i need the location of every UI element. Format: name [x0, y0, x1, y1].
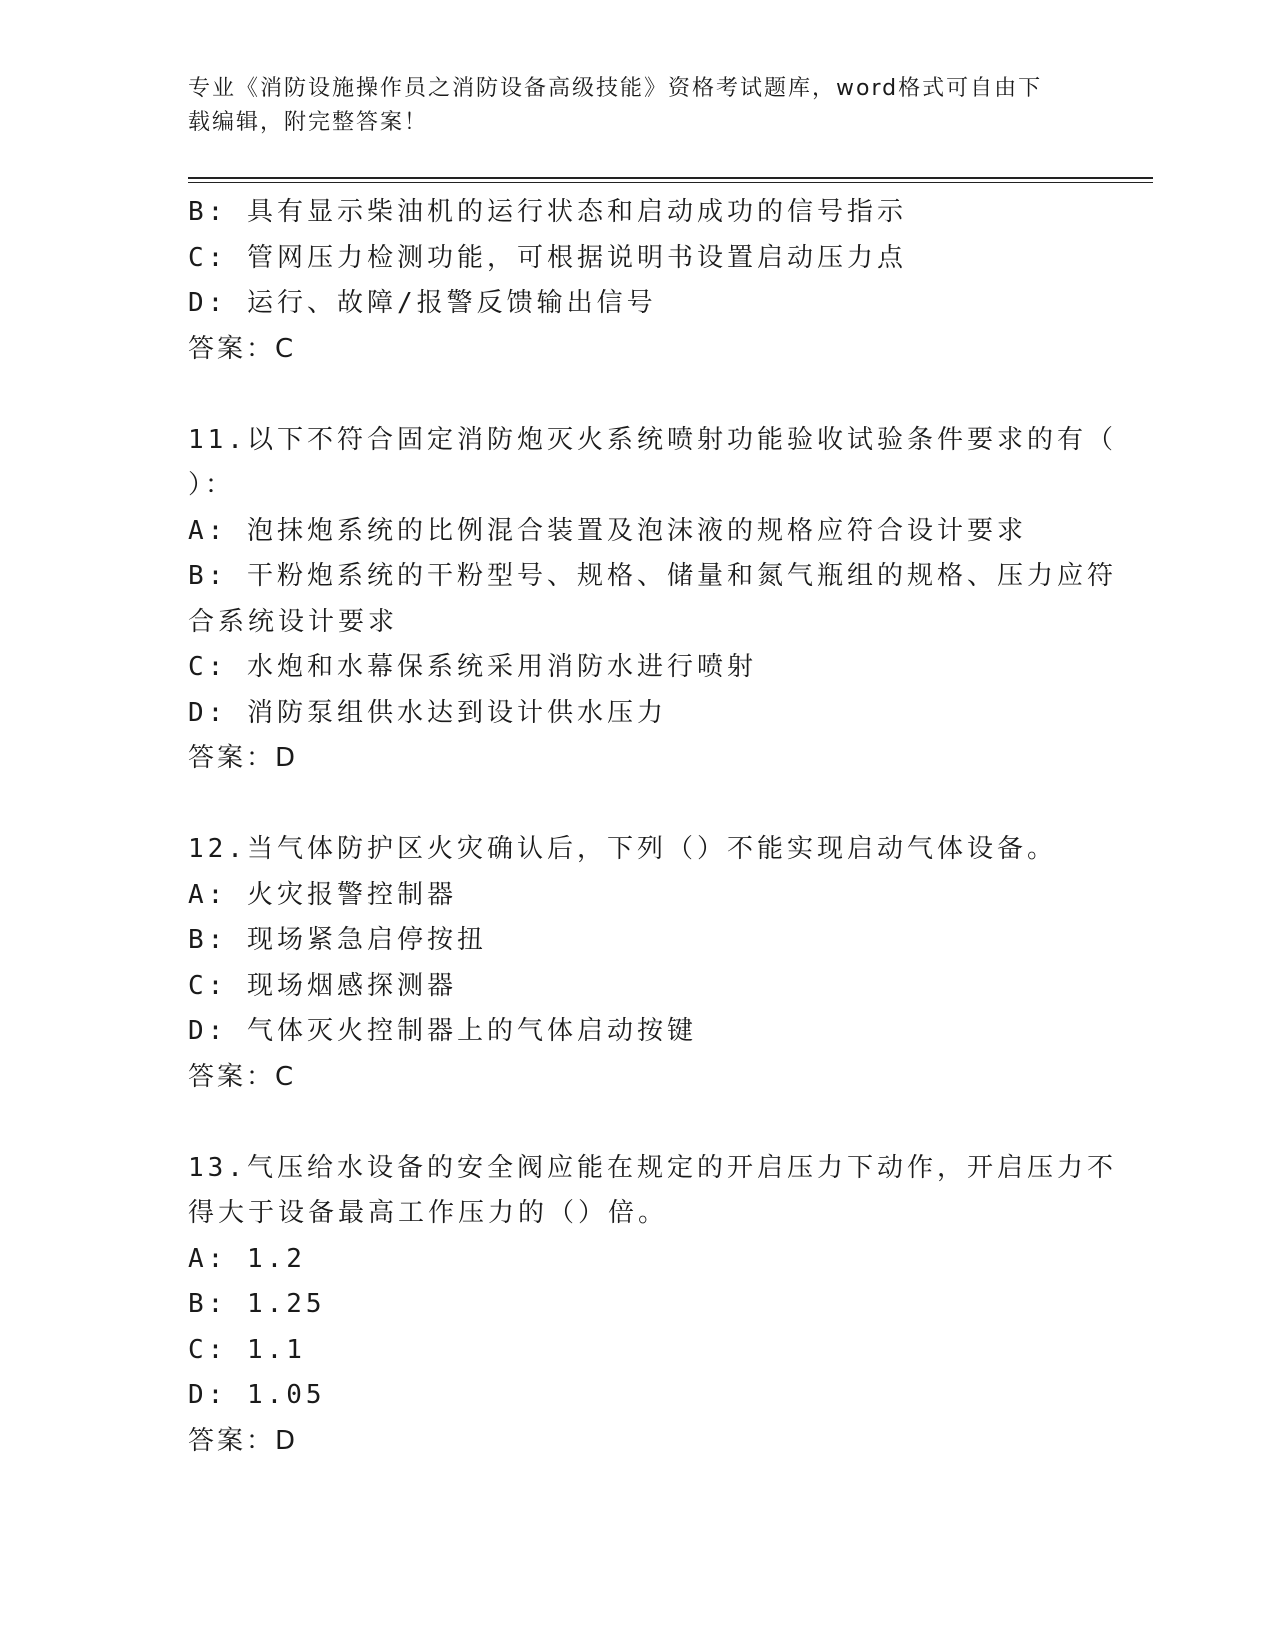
option-b: B: 1.25 [188, 1289, 326, 1319]
question-13-block [188, 1146, 1117, 1465]
option-d: D: 消防泵组供水达到设计供水压力 [188, 697, 667, 728]
option-a: A: 火灾报警控制器 [188, 879, 457, 910]
option-b: B: 现场紧急启停按扭 [188, 925, 487, 955]
header-divider-thick [188, 177, 1153, 179]
question-stem: 12.当气体防护区火灾确认后，下列（）不能实现启动气体设备。 [188, 834, 1057, 864]
answer-line: 答案：D [188, 743, 299, 773]
question-12-block [188, 827, 1088, 1100]
option-c: C: 管网压力检测功能，可根据说明书设置启动压力点 [188, 242, 907, 273]
question-stem: 13.气压给水设备的安全阀应能在规定的开启压力下动作，开启压力不 [188, 1152, 1117, 1183]
option-d: D: 1.05 [188, 1380, 326, 1410]
question-stem-continued: 得大于设备最高工作压力的（）倍。 [188, 1198, 669, 1228]
header-divider-thin [188, 182, 1153, 183]
answer-line: 答案：D [188, 1425, 299, 1456]
option-b: B: 具有显示柴油机的运行状态和启动成功的信号指示 [188, 197, 907, 227]
question-stem-continued: ）： [188, 470, 236, 500]
option-b: B: 干粉炮系统的干粉型号、规格、储量和氮气瓶组的规格、压力应符 [188, 561, 1117, 591]
question-content [188, 190, 1117, 1464]
header-line-1: 专业《消防设施操作员之消防设备高级技能》资格考试题库，word格式可自由下 [188, 76, 1043, 101]
answer-line: 答案：C [188, 333, 297, 364]
option-d: D: 气体灭火控制器上的气体启动按键 [188, 1016, 697, 1046]
option-c: C: 1.1 [188, 1334, 306, 1365]
header-line-2: 载编辑，附完整答案！ [188, 110, 429, 135]
option-a: A: 1.2 [188, 1243, 306, 1274]
option-c: C: 现场烟感探测器 [188, 970, 457, 1001]
document-header [188, 72, 1068, 140]
option-c: C: 水炮和水幕保系统采用消防水进行喷射 [188, 652, 757, 682]
option-d: D: 运行、故障/报警反馈输出信号 [188, 288, 657, 318]
question-11-block [188, 418, 1117, 782]
option-b-continued: 合系统设计要求 [188, 606, 399, 637]
previous-question-block [188, 190, 1088, 372]
spacer [188, 782, 1088, 828]
spacer [188, 1100, 1088, 1146]
option-a: A: 泡抹炮系统的比例混合装置及泡沫液的规格应符合设计要求 [188, 515, 1027, 546]
question-stem: 11.以下不符合固定消防炮灭火系统喷射功能验收试验条件要求的有（ [188, 424, 1117, 455]
spacer [188, 372, 1088, 418]
answer-line: 答案：C [188, 1061, 297, 1092]
